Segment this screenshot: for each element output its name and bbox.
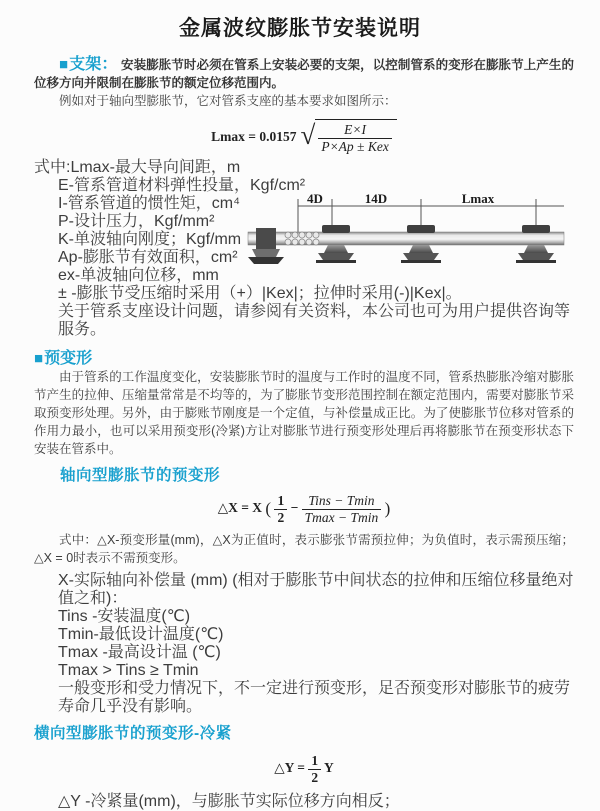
predeform-paragraph: 由于管系的工作温度变化，安装膨胀节时的温度与工作时的温度不同，管系热膨胀冷缩对膨胀节产生的拉伸、压缩量常常是不均等的，为了膨胀节变形范围控制在额定范围内，需要对膨胀节采取预变形处理。另外，由于膨账节刚度是一个定值，与补偿量成正比。为了使膨胀节位移对管系的作用力最小，也可以采用预变形(冷紧)方让对膨胀节进行预变形处理后再将膨胀节在预变形状态下安装在管系中。 (34, 370, 574, 457)
support-paragraph (34, 56, 574, 92)
section-bullet-icon: ■ (34, 350, 44, 368)
lateral-subheading: 横向型膨胀节的预变形-冷紧 (34, 725, 232, 743)
minus-sign: − (290, 500, 299, 516)
delta-y-formula (34, 753, 574, 785)
document-body (0, 56, 600, 811)
delta-y-lhs: △Y = (274, 760, 305, 776)
delta-y-rhs: Y (323, 760, 334, 776)
delta-x-formula (34, 493, 574, 525)
definition-line: ex-单波轴向位移，mm (58, 267, 219, 285)
fraction (318, 122, 392, 154)
definition-line: E-管系管道材料弹性投量，Kgf/cm² (58, 177, 306, 195)
radical-sign-icon: √ (300, 120, 316, 150)
open-paren: ( (265, 499, 272, 519)
fraction-denominator: 2 (311, 769, 319, 785)
lmax-formula-lhs: Lmax = 0.0157 (211, 129, 297, 144)
parameter-line: Tmax -最高设计温 (℃) (58, 644, 221, 662)
axial-subheading: 轴向型膨胀节的预变形 (60, 467, 221, 485)
lmax-formula (34, 119, 574, 154)
delta-y-note: △Y -冷紧量(mm)，与膨胀节实际位移方向相反； (58, 793, 400, 811)
fraction-denominator: Tmax − Tmin (304, 509, 379, 525)
close-paren: ) (384, 499, 391, 519)
dim-label-4d: 4D (307, 192, 323, 206)
consult-note: 关于管系支座设计问题，请参阅有关资料，本公司也可为用户提供咨询等服务。 (58, 303, 571, 339)
parameter-line: Tins -安装温度(℃) (58, 608, 191, 626)
predeform-section-heading-row (34, 345, 574, 368)
page-title: 金属波纹膨胀节安装说明 (179, 17, 421, 40)
support-intro-text: 安装膨胀节时必须在管系上安装必要的支架，以控制管系的变形在膨胀节上产生的位移方向并限制在膨胀节的额定位移范围内。 (34, 58, 574, 90)
definition-line: P-设计压力，Kgf/mm² (58, 213, 215, 231)
pipe-support-diagram (246, 192, 594, 280)
definition-line: I-管系管道的惯性矩，cm⁴ (58, 195, 240, 213)
definition-line: 式中:Lmax-最大导向间距，m (34, 159, 241, 177)
dim-label-lmax: Lmax (461, 192, 495, 206)
fraction-numerator: Tins − Tmin (302, 493, 382, 510)
fraction-denominator: P×Ap ± Kex (321, 138, 389, 154)
fraction-numerator: 1 (274, 493, 287, 510)
delta-x-explanation: 式中：△X-预变形量(mm)，△X为正值时，表示膨张节需预拉伸；为负值时，表示需预压缩；△X = 0时表示不需预变形。 (34, 533, 574, 566)
axial-parameter-list (34, 572, 574, 716)
fraction (274, 493, 287, 525)
definition-line: K-单波轴向刚度；Kgf/mm (58, 231, 242, 249)
fraction (302, 493, 382, 525)
fraction-denominator: 2 (277, 509, 285, 525)
section-bullet-icon: ■ (59, 56, 69, 73)
support-example-text: 例如对于轴向型膨胀节，它对管系支座的基本要求如图所示： (59, 94, 397, 108)
general-note: 一般变形和受力情况下，不一定进行预变形，足否预变形对膨胀节的疲劳寿命几乎没有影响。 (58, 680, 571, 716)
radical-expression (301, 119, 397, 154)
parameter-line: X-实际轴向补偿量 (mm) (相对于膨胀节中间状态的拉伸和压缩位移量绝对值之和)： (58, 572, 574, 608)
delta-x-lhs: △X = X (217, 500, 263, 516)
fraction-numerator: E×I (318, 122, 392, 139)
support-section-heading: 支架： (69, 56, 118, 73)
fraction-numerator: 1 (308, 753, 321, 770)
radicand (315, 119, 397, 154)
parameter-line: Tmax > Tins ≥ Tmin (58, 662, 199, 680)
definition-line: Ap-膨胀节有效面积，cm² (58, 249, 238, 267)
parameter-line: Tmin-最低设计温度(℃) (58, 626, 224, 644)
dim-label-14d: 14D (364, 192, 388, 206)
definition-line: ± -膨胀节受压缩时采用（+）|Kex|；拉伸时采用(-)|Kex|。 (58, 285, 462, 303)
predeform-section-heading: 预变形 (44, 350, 93, 368)
fraction (308, 753, 321, 785)
